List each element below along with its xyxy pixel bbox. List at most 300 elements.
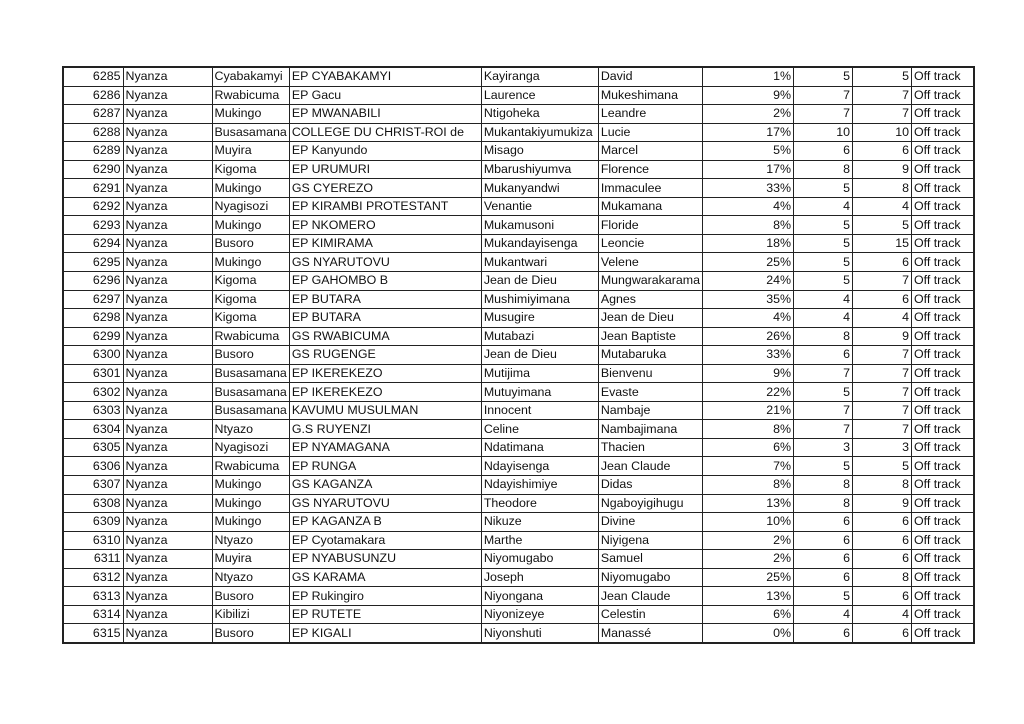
value1-cell[interactable]: 5 — [794, 272, 853, 291]
district-cell[interactable]: Nyanza — [123, 216, 212, 235]
surname-cell[interactable]: Mutabazi — [481, 327, 598, 346]
district-cell[interactable]: Nyanza — [123, 531, 212, 550]
status-cell[interactable]: Off track — [912, 383, 974, 402]
school-cell[interactable]: EP MWANABILI — [289, 105, 481, 124]
district-cell[interactable]: Nyanza — [123, 494, 212, 513]
district-cell[interactable]: Nyanza — [123, 105, 212, 124]
status-cell[interactable]: Off track — [912, 346, 974, 365]
row-id-cell[interactable]: 6299 — [63, 327, 123, 346]
value2-cell[interactable]: 7 — [853, 420, 912, 439]
row-id-cell[interactable]: 6290 — [63, 160, 123, 179]
district-cell[interactable]: Nyanza — [123, 383, 212, 402]
district-cell[interactable]: Nyanza — [123, 364, 212, 383]
sector-cell[interactable]: Ntyazo — [212, 420, 289, 439]
district-cell[interactable]: Nyanza — [123, 86, 212, 105]
surname-cell[interactable]: Niyonizeye — [481, 605, 598, 624]
sector-cell[interactable]: Kigoma — [212, 309, 289, 328]
firstname-cell[interactable]: Jean Baptiste — [598, 327, 702, 346]
firstname-cell[interactable]: Lucie — [598, 123, 702, 142]
row-id-cell[interactable]: 6302 — [63, 383, 123, 402]
status-cell[interactable]: Off track — [912, 197, 974, 216]
sector-cell[interactable]: Busasamana — [212, 364, 289, 383]
firstname-cell[interactable]: Didas — [598, 476, 702, 495]
status-cell[interactable]: Off track — [912, 105, 974, 124]
school-cell[interactable]: EP KIRAMBI PROTESTANT — [289, 197, 481, 216]
firstname-cell[interactable]: Nambaje — [598, 401, 702, 420]
status-cell[interactable]: Off track — [912, 67, 974, 86]
surname-cell[interactable]: Niyomugabo — [481, 550, 598, 569]
firstname-cell[interactable]: Jean Claude — [598, 457, 702, 476]
surname-cell[interactable]: Niyonshuti — [481, 624, 598, 643]
surname-cell[interactable]: Ndayisenga — [481, 457, 598, 476]
status-cell[interactable]: Off track — [912, 568, 974, 587]
firstname-cell[interactable]: Mungwarakarama — [598, 272, 702, 291]
status-cell[interactable]: Off track — [912, 513, 974, 532]
school-cell[interactable]: EP KIMIRAMA — [289, 234, 481, 253]
school-cell[interactable]: EP BUTARA — [289, 309, 481, 328]
value1-cell[interactable]: 7 — [794, 420, 853, 439]
value2-cell[interactable]: 15 — [853, 234, 912, 253]
value1-cell[interactable]: 6 — [794, 531, 853, 550]
school-cell[interactable]: GS NYARUTOVU — [289, 494, 481, 513]
value2-cell[interactable]: 8 — [853, 179, 912, 198]
school-cell[interactable]: EP KIGALI — [289, 624, 481, 643]
value1-cell[interactable]: 5 — [794, 179, 853, 198]
sector-cell[interactable]: Cyabakamyi — [212, 67, 289, 86]
value2-cell[interactable]: 4 — [853, 309, 912, 328]
value2-cell[interactable]: 5 — [853, 457, 912, 476]
school-cell[interactable]: EP RUTETE — [289, 605, 481, 624]
row-id-cell[interactable]: 6312 — [63, 568, 123, 587]
row-id-cell[interactable]: 6297 — [63, 290, 123, 309]
school-cell[interactable]: EP GAHOMBO B — [289, 272, 481, 291]
value1-cell[interactable]: 5 — [794, 457, 853, 476]
percent-cell[interactable]: 21% — [703, 401, 794, 420]
row-id-cell[interactable]: 6286 — [63, 86, 123, 105]
school-cell[interactable]: EP CYABAKAMYI — [289, 67, 481, 86]
sector-cell[interactable]: Kigoma — [212, 272, 289, 291]
row-id-cell[interactable]: 6293 — [63, 216, 123, 235]
sector-cell[interactable]: Kibilizi — [212, 605, 289, 624]
value1-cell[interactable]: 5 — [794, 216, 853, 235]
row-id-cell[interactable]: 6300 — [63, 346, 123, 365]
surname-cell[interactable]: Jean de Dieu — [481, 272, 598, 291]
value2-cell[interactable]: 8 — [853, 568, 912, 587]
value1-cell[interactable]: 6 — [794, 142, 853, 161]
value1-cell[interactable]: 3 — [794, 438, 853, 457]
sector-cell[interactable]: Busoro — [212, 624, 289, 643]
district-cell[interactable]: Nyanza — [123, 123, 212, 142]
percent-cell[interactable]: 1% — [703, 67, 794, 86]
sector-cell[interactable]: Mukingo — [212, 105, 289, 124]
row-id-cell[interactable]: 6308 — [63, 494, 123, 513]
value2-cell[interactable]: 6 — [853, 550, 912, 569]
surname-cell[interactable]: Misago — [481, 142, 598, 161]
status-cell[interactable]: Off track — [912, 309, 974, 328]
district-cell[interactable]: Nyanza — [123, 67, 212, 86]
value1-cell[interactable]: 4 — [794, 290, 853, 309]
value1-cell[interactable]: 7 — [794, 86, 853, 105]
value1-cell[interactable]: 5 — [794, 587, 853, 606]
row-id-cell[interactable]: 6285 — [63, 67, 123, 86]
status-cell[interactable]: Off track — [912, 234, 974, 253]
percent-cell[interactable]: 26% — [703, 327, 794, 346]
school-cell[interactable]: GS NYARUTOVU — [289, 253, 481, 272]
value2-cell[interactable]: 6 — [853, 624, 912, 643]
firstname-cell[interactable]: Leoncie — [598, 234, 702, 253]
percent-cell[interactable]: 5% — [703, 142, 794, 161]
value1-cell[interactable]: 4 — [794, 309, 853, 328]
status-cell[interactable]: Off track — [912, 364, 974, 383]
status-cell[interactable]: Off track — [912, 605, 974, 624]
value2-cell[interactable]: 5 — [853, 216, 912, 235]
surname-cell[interactable]: Theodore — [481, 494, 598, 513]
surname-cell[interactable]: Marthe — [481, 531, 598, 550]
value2-cell[interactable]: 7 — [853, 401, 912, 420]
value1-cell[interactable]: 6 — [794, 513, 853, 532]
sector-cell[interactable]: Mukingo — [212, 253, 289, 272]
surname-cell[interactable]: Niyongana — [481, 587, 598, 606]
sector-cell[interactable]: Nyagisozi — [212, 438, 289, 457]
school-cell[interactable]: KAVUMU MUSULMAN — [289, 401, 481, 420]
firstname-cell[interactable]: Bienvenu — [598, 364, 702, 383]
value2-cell[interactable]: 8 — [853, 476, 912, 495]
surname-cell[interactable]: Mutuyimana — [481, 383, 598, 402]
value2-cell[interactable]: 7 — [853, 86, 912, 105]
status-cell[interactable]: Off track — [912, 253, 974, 272]
percent-cell[interactable]: 22% — [703, 383, 794, 402]
status-cell[interactable]: Off track — [912, 476, 974, 495]
percent-cell[interactable]: 17% — [703, 123, 794, 142]
firstname-cell[interactable]: Velene — [598, 253, 702, 272]
firstname-cell[interactable]: Mukeshimana — [598, 86, 702, 105]
value2-cell[interactable]: 7 — [853, 272, 912, 291]
sector-cell[interactable]: Kigoma — [212, 160, 289, 179]
row-id-cell[interactable]: 6289 — [63, 142, 123, 161]
district-cell[interactable]: Nyanza — [123, 272, 212, 291]
value1-cell[interactable]: 8 — [794, 476, 853, 495]
percent-cell[interactable]: 25% — [703, 568, 794, 587]
row-id-cell[interactable]: 6292 — [63, 197, 123, 216]
sector-cell[interactable]: Nyagisozi — [212, 197, 289, 216]
district-cell[interactable]: Nyanza — [123, 160, 212, 179]
firstname-cell[interactable]: Mutabaruka — [598, 346, 702, 365]
percent-cell[interactable]: 0% — [703, 624, 794, 643]
firstname-cell[interactable]: Ngaboyigihugu — [598, 494, 702, 513]
row-id-cell[interactable]: 6296 — [63, 272, 123, 291]
status-cell[interactable]: Off track — [912, 420, 974, 439]
school-cell[interactable]: COLLEGE DU CHRIST-ROI de — [289, 123, 481, 142]
firstname-cell[interactable]: Jean Claude — [598, 587, 702, 606]
row-id-cell[interactable]: 6294 — [63, 234, 123, 253]
value2-cell[interactable]: 9 — [853, 494, 912, 513]
value1-cell[interactable]: 7 — [794, 364, 853, 383]
sector-cell[interactable]: Muyira — [212, 550, 289, 569]
firstname-cell[interactable]: Floride — [598, 216, 702, 235]
sector-cell[interactable]: Muyira — [212, 142, 289, 161]
district-cell[interactable]: Nyanza — [123, 624, 212, 643]
status-cell[interactable]: Off track — [912, 160, 974, 179]
percent-cell[interactable]: 13% — [703, 587, 794, 606]
sector-cell[interactable]: Mukingo — [212, 216, 289, 235]
sector-cell[interactable]: Mukingo — [212, 513, 289, 532]
school-cell[interactable]: G.S RUYENZI — [289, 420, 481, 439]
district-cell[interactable]: Nyanza — [123, 309, 212, 328]
percent-cell[interactable]: 4% — [703, 197, 794, 216]
value1-cell[interactable]: 6 — [794, 568, 853, 587]
surname-cell[interactable]: Innocent — [481, 401, 598, 420]
surname-cell[interactable]: Musugire — [481, 309, 598, 328]
surname-cell[interactable]: Mukanyandwi — [481, 179, 598, 198]
firstname-cell[interactable]: Divine — [598, 513, 702, 532]
district-cell[interactable]: Nyanza — [123, 327, 212, 346]
value1-cell[interactable]: 6 — [794, 346, 853, 365]
percent-cell[interactable]: 18% — [703, 234, 794, 253]
surname-cell[interactable]: Mushimiyimana — [481, 290, 598, 309]
district-cell[interactable]: Nyanza — [123, 457, 212, 476]
surname-cell[interactable]: Venantie — [481, 197, 598, 216]
surname-cell[interactable]: Mukamusoni — [481, 216, 598, 235]
school-cell[interactable]: EP KAGANZA B — [289, 513, 481, 532]
percent-cell[interactable]: 2% — [703, 531, 794, 550]
value2-cell[interactable]: 6 — [853, 531, 912, 550]
percent-cell[interactable]: 33% — [703, 179, 794, 198]
firstname-cell[interactable]: Agnes — [598, 290, 702, 309]
value1-cell[interactable]: 5 — [794, 234, 853, 253]
value2-cell[interactable]: 9 — [853, 160, 912, 179]
school-cell[interactable]: EP NKOMERO — [289, 216, 481, 235]
surname-cell[interactable]: Celine — [481, 420, 598, 439]
value1-cell[interactable]: 8 — [794, 494, 853, 513]
district-cell[interactable]: Nyanza — [123, 587, 212, 606]
status-cell[interactable]: Off track — [912, 624, 974, 643]
status-cell[interactable]: Off track — [912, 216, 974, 235]
district-cell[interactable]: Nyanza — [123, 420, 212, 439]
school-cell[interactable]: GS RWABICUMA — [289, 327, 481, 346]
percent-cell[interactable]: 6% — [703, 438, 794, 457]
sector-cell[interactable]: Busasamana — [212, 383, 289, 402]
value2-cell[interactable]: 4 — [853, 197, 912, 216]
row-id-cell[interactable]: 6307 — [63, 476, 123, 495]
firstname-cell[interactable]: Samuel — [598, 550, 702, 569]
value1-cell[interactable]: 5 — [794, 383, 853, 402]
sector-cell[interactable]: Busasamana — [212, 401, 289, 420]
school-cell[interactable]: EP BUTARA — [289, 290, 481, 309]
value2-cell[interactable]: 6 — [853, 253, 912, 272]
school-cell[interactable]: GS KARAMA — [289, 568, 481, 587]
row-id-cell[interactable]: 6298 — [63, 309, 123, 328]
value2-cell[interactable]: 4 — [853, 605, 912, 624]
firstname-cell[interactable]: Nambajimana — [598, 420, 702, 439]
status-cell[interactable]: Off track — [912, 587, 974, 606]
status-cell[interactable]: Off track — [912, 494, 974, 513]
school-cell[interactable]: EP RUNGA — [289, 457, 481, 476]
firstname-cell[interactable]: Mukamana — [598, 197, 702, 216]
value2-cell[interactable]: 7 — [853, 364, 912, 383]
district-cell[interactable]: Nyanza — [123, 197, 212, 216]
percent-cell[interactable]: 10% — [703, 513, 794, 532]
value1-cell[interactable]: 8 — [794, 160, 853, 179]
sector-cell[interactable]: Kigoma — [212, 290, 289, 309]
sector-cell[interactable]: Mukingo — [212, 476, 289, 495]
school-cell[interactable]: EP IKEREKEZO — [289, 364, 481, 383]
surname-cell[interactable]: Mukantakiyumukiza — [481, 123, 598, 142]
value2-cell[interactable]: 7 — [853, 383, 912, 402]
percent-cell[interactable]: 8% — [703, 216, 794, 235]
school-cell[interactable]: EP Cyotamakara — [289, 531, 481, 550]
percent-cell[interactable]: 17% — [703, 160, 794, 179]
sector-cell[interactable]: Busoro — [212, 346, 289, 365]
status-cell[interactable]: Off track — [912, 142, 974, 161]
sector-cell[interactable]: Rwabicuma — [212, 457, 289, 476]
value1-cell[interactable]: 7 — [794, 105, 853, 124]
value2-cell[interactable]: 9 — [853, 327, 912, 346]
row-id-cell[interactable]: 6303 — [63, 401, 123, 420]
status-cell[interactable]: Off track — [912, 327, 974, 346]
percent-cell[interactable]: 24% — [703, 272, 794, 291]
value2-cell[interactable]: 7 — [853, 105, 912, 124]
row-id-cell[interactable]: 6311 — [63, 550, 123, 569]
district-cell[interactable]: Nyanza — [123, 401, 212, 420]
school-cell[interactable]: EP Rukingiro — [289, 587, 481, 606]
district-cell[interactable]: Nyanza — [123, 346, 212, 365]
firstname-cell[interactable]: Niyigena — [598, 531, 702, 550]
value2-cell[interactable]: 6 — [853, 142, 912, 161]
value1-cell[interactable]: 4 — [794, 197, 853, 216]
value2-cell[interactable]: 6 — [853, 513, 912, 532]
value2-cell[interactable]: 5 — [853, 67, 912, 86]
row-id-cell[interactable]: 6309 — [63, 513, 123, 532]
district-cell[interactable]: Nyanza — [123, 568, 212, 587]
percent-cell[interactable]: 8% — [703, 476, 794, 495]
sector-cell[interactable]: Busoro — [212, 587, 289, 606]
row-id-cell[interactable]: 6288 — [63, 123, 123, 142]
row-id-cell[interactable]: 6295 — [63, 253, 123, 272]
value1-cell[interactable]: 8 — [794, 327, 853, 346]
percent-cell[interactable]: 13% — [703, 494, 794, 513]
school-cell[interactable]: GS KAGANZA — [289, 476, 481, 495]
school-cell[interactable]: EP Kanyundo — [289, 142, 481, 161]
surname-cell[interactable]: Mbarushiyumva — [481, 160, 598, 179]
sector-cell[interactable]: Busasamana — [212, 123, 289, 142]
school-cell[interactable]: GS RUGENGE — [289, 346, 481, 365]
row-id-cell[interactable]: 6291 — [63, 179, 123, 198]
district-cell[interactable]: Nyanza — [123, 550, 212, 569]
percent-cell[interactable]: 8% — [703, 420, 794, 439]
firstname-cell[interactable]: Marcel — [598, 142, 702, 161]
firstname-cell[interactable]: Jean de Dieu — [598, 309, 702, 328]
district-cell[interactable]: Nyanza — [123, 476, 212, 495]
value1-cell[interactable]: 5 — [794, 67, 853, 86]
surname-cell[interactable]: Joseph — [481, 568, 598, 587]
percent-cell[interactable]: 9% — [703, 86, 794, 105]
school-cell[interactable]: EP NYABUSUNZU — [289, 550, 481, 569]
surname-cell[interactable]: Laurence — [481, 86, 598, 105]
school-cell[interactable]: EP NYAMAGANA — [289, 438, 481, 457]
value2-cell[interactable]: 10 — [853, 123, 912, 142]
row-id-cell[interactable]: 6287 — [63, 105, 123, 124]
surname-cell[interactable]: Mukandayisenga — [481, 234, 598, 253]
status-cell[interactable]: Off track — [912, 401, 974, 420]
district-cell[interactable]: Nyanza — [123, 605, 212, 624]
firstname-cell[interactable]: Evaste — [598, 383, 702, 402]
school-cell[interactable]: GS CYEREZO — [289, 179, 481, 198]
row-id-cell[interactable]: 6305 — [63, 438, 123, 457]
sector-cell[interactable]: Ntyazo — [212, 531, 289, 550]
percent-cell[interactable]: 25% — [703, 253, 794, 272]
sector-cell[interactable]: Mukingo — [212, 494, 289, 513]
status-cell[interactable]: Off track — [912, 531, 974, 550]
value1-cell[interactable]: 7 — [794, 401, 853, 420]
school-cell[interactable]: EP URUMURI — [289, 160, 481, 179]
status-cell[interactable]: Off track — [912, 438, 974, 457]
firstname-cell[interactable]: Manassé — [598, 624, 702, 643]
row-id-cell[interactable]: 6301 — [63, 364, 123, 383]
district-cell[interactable]: Nyanza — [123, 438, 212, 457]
district-cell[interactable]: Nyanza — [123, 513, 212, 532]
firstname-cell[interactable]: Leandre — [598, 105, 702, 124]
sector-cell[interactable]: Mukingo — [212, 179, 289, 198]
percent-cell[interactable]: 33% — [703, 346, 794, 365]
firstname-cell[interactable]: Niyomugabo — [598, 568, 702, 587]
surname-cell[interactable]: Mukantwari — [481, 253, 598, 272]
value2-cell[interactable]: 3 — [853, 438, 912, 457]
status-cell[interactable]: Off track — [912, 179, 974, 198]
percent-cell[interactable]: 35% — [703, 290, 794, 309]
row-id-cell[interactable]: 6304 — [63, 420, 123, 439]
district-cell[interactable]: Nyanza — [123, 234, 212, 253]
status-cell[interactable]: Off track — [912, 86, 974, 105]
row-id-cell[interactable]: 6306 — [63, 457, 123, 476]
sector-cell[interactable]: Rwabicuma — [212, 327, 289, 346]
value2-cell[interactable]: 7 — [853, 346, 912, 365]
status-cell[interactable]: Off track — [912, 550, 974, 569]
surname-cell[interactable]: Ndayishimiye — [481, 476, 598, 495]
percent-cell[interactable]: 9% — [703, 364, 794, 383]
row-id-cell[interactable]: 6310 — [63, 531, 123, 550]
percent-cell[interactable]: 2% — [703, 105, 794, 124]
district-cell[interactable]: Nyanza — [123, 290, 212, 309]
percent-cell[interactable]: 7% — [703, 457, 794, 476]
value2-cell[interactable]: 6 — [853, 587, 912, 606]
surname-cell[interactable]: Mutijima — [481, 364, 598, 383]
value1-cell[interactable]: 5 — [794, 253, 853, 272]
surname-cell[interactable]: Kayiranga — [481, 67, 598, 86]
firstname-cell[interactable]: Thacien — [598, 438, 702, 457]
sector-cell[interactable]: Ntyazo — [212, 568, 289, 587]
value1-cell[interactable]: 4 — [794, 605, 853, 624]
percent-cell[interactable]: 4% — [703, 309, 794, 328]
district-cell[interactable]: Nyanza — [123, 142, 212, 161]
value1-cell[interactable]: 6 — [794, 550, 853, 569]
surname-cell[interactable]: Jean de Dieu — [481, 346, 598, 365]
firstname-cell[interactable]: Celestin — [598, 605, 702, 624]
surname-cell[interactable]: Ntigoheka — [481, 105, 598, 124]
surname-cell[interactable]: Ndatimana — [481, 438, 598, 457]
school-cell[interactable]: EP IKEREKEZO — [289, 383, 481, 402]
sector-cell[interactable]: Rwabicuma — [212, 86, 289, 105]
value1-cell[interactable]: 10 — [794, 123, 853, 142]
district-cell[interactable]: Nyanza — [123, 179, 212, 198]
surname-cell[interactable]: Nikuze — [481, 513, 598, 532]
district-cell[interactable]: Nyanza — [123, 253, 212, 272]
row-id-cell[interactable]: 6313 — [63, 587, 123, 606]
status-cell[interactable]: Off track — [912, 290, 974, 309]
status-cell[interactable]: Off track — [912, 123, 974, 142]
value1-cell[interactable]: 6 — [794, 624, 853, 643]
status-cell[interactable]: Off track — [912, 457, 974, 476]
status-cell[interactable]: Off track — [912, 272, 974, 291]
